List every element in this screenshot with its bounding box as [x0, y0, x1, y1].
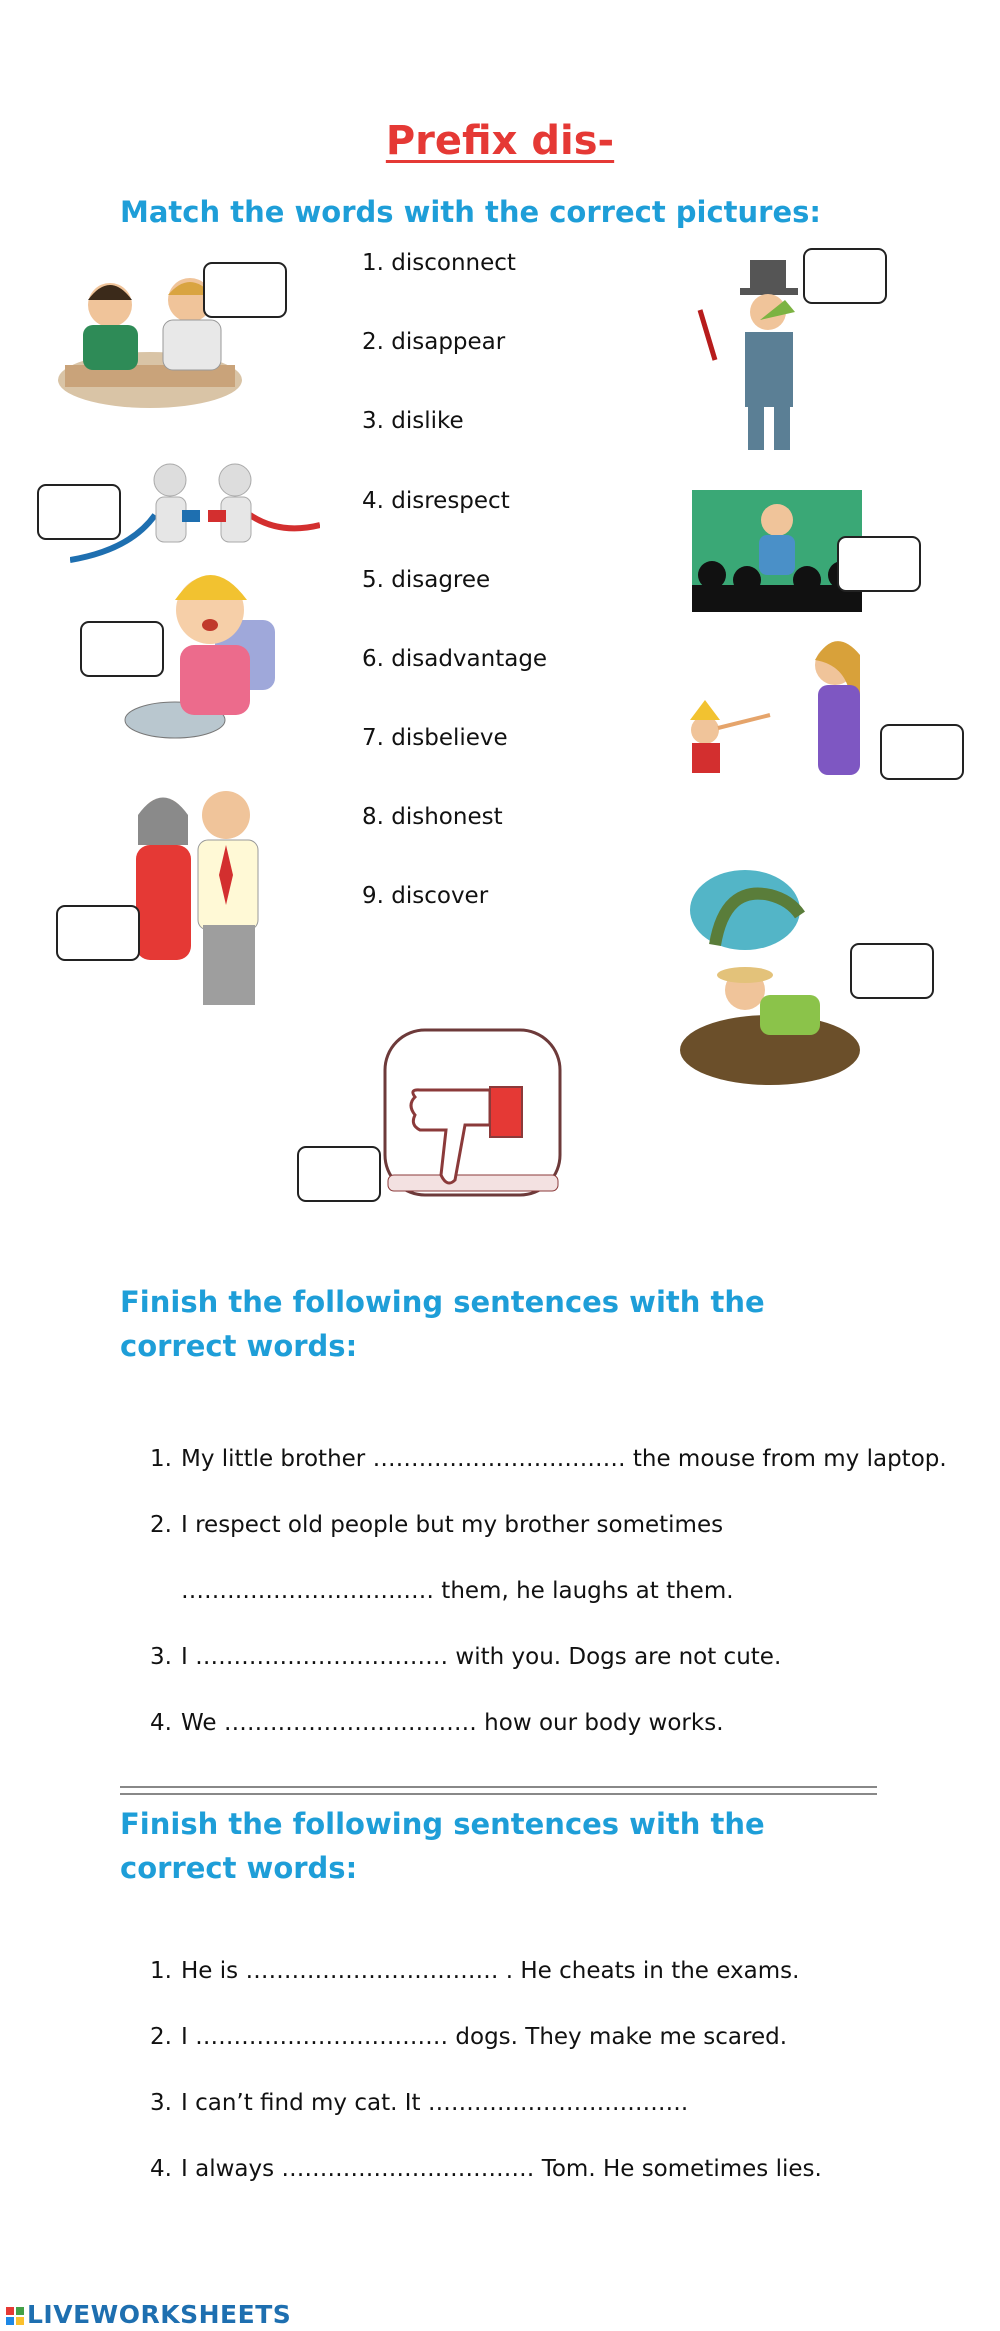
sentence: …………………………… them, he laughs at them. [181, 1578, 734, 1604]
liveworksheets-logo-icon [6, 2307, 24, 2325]
item-number: 2. [150, 1512, 172, 1538]
couple-disagree-picture [118, 785, 278, 1015]
sentence: I can’t find my cat. It ……………………………. [181, 2090, 689, 2116]
item-number: 4. [150, 2156, 172, 2182]
sentence: I respect old people but my brother sometimes [181, 1512, 724, 1538]
word-item: 3. dislike [362, 408, 464, 434]
word-item: 2. disappear [362, 329, 506, 355]
answer-box[interactable] [803, 248, 887, 304]
item-number: 3. [150, 1644, 172, 1670]
answer-box[interactable] [56, 905, 140, 961]
sentence: I always …………………………… Tom. He sometimes lies. [181, 2156, 822, 2182]
sentence: I …………………………… dogs. They make me scared. [181, 2024, 788, 2050]
divider [120, 1786, 877, 1795]
section3-heading: Finish the following sentences with the correct words: [120, 1807, 765, 1885]
pinocchio-disbelieve-picture [650, 625, 890, 815]
archaeologist-discover-picture [675, 865, 865, 1090]
footer-brand-text: LIVEWORKSHEETS [27, 2300, 292, 2329]
word-item: 1. disconnect [362, 250, 516, 276]
item-number: 1. [150, 1958, 172, 1984]
answer-box[interactable] [80, 621, 164, 677]
sentence: My little brother …………………………… the mouse from my laptop. [181, 1446, 947, 1472]
sentence: We …………………………… how our body works. [181, 1710, 724, 1736]
item-number: 2. [150, 2024, 172, 2050]
answer-box[interactable] [203, 262, 287, 318]
word-item: 6. disadvantage [362, 646, 548, 672]
item-number: 1. [150, 1446, 172, 1472]
answer-box[interactable] [297, 1146, 381, 1202]
footer-brand[interactable] [6, 2300, 291, 2329]
answer-box[interactable] [880, 724, 964, 780]
word-item: 9. discover [362, 883, 489, 909]
item-number: 4. [150, 1710, 172, 1736]
page-title: Prefix dis- [385, 118, 615, 164]
answer-box[interactable] [850, 943, 934, 999]
sentence: He is …………………………… . He cheats in the exams. [181, 1958, 800, 1984]
sentence: I …………………………… with you. Dogs are not cute. [181, 1644, 782, 1670]
section1-heading: Match the words with the correct pictures: [120, 195, 821, 229]
section2-heading: Finish the following sentences with the correct words: [120, 1285, 765, 1363]
word-item: 8. dishonest [362, 804, 503, 830]
answer-box[interactable] [37, 484, 121, 540]
thumbs-down-picture [380, 1025, 565, 1200]
word-item: 4. disrespect [362, 488, 510, 514]
word-item: 5. disagree [362, 567, 491, 593]
answer-box[interactable] [837, 536, 921, 592]
word-item: 7. disbelieve [362, 725, 508, 751]
item-number: 3. [150, 2090, 172, 2116]
